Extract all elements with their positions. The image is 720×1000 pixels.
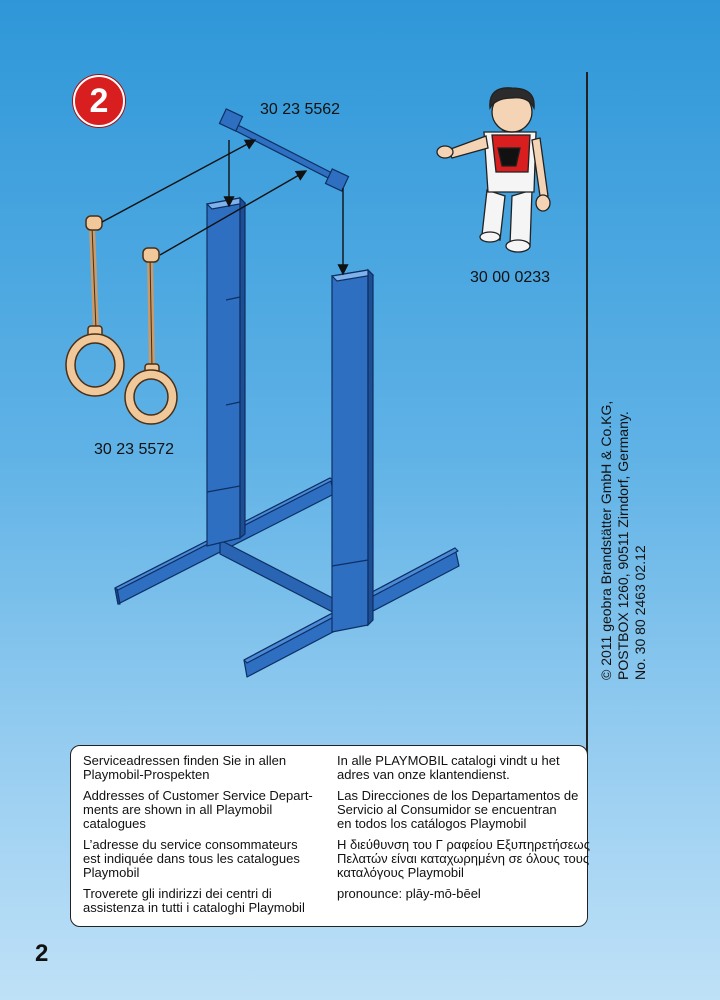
service-paragraph bbox=[83, 754, 338, 782]
right-post bbox=[332, 270, 373, 632]
service-address-box bbox=[70, 745, 588, 927]
service-line: ments are shown in all Playmobil bbox=[83, 802, 273, 817]
imprint-line-3: No. 30 80 2463 02.12 bbox=[632, 545, 648, 680]
service-paragraph bbox=[337, 754, 587, 782]
stand-base bbox=[115, 478, 459, 677]
imprint-line-2: POSTBOX 1260, 90511 Zirndorf, Germany. bbox=[615, 411, 631, 680]
service-line: Πελατών είναι καταχωρημένη σε όλους τους bbox=[337, 851, 590, 866]
service-line: L’adresse du service consommateurs bbox=[83, 837, 298, 852]
service-paragraph bbox=[337, 789, 587, 831]
service-line: Playmobil bbox=[83, 865, 140, 880]
service-line: Playmobil-Prospekten bbox=[83, 767, 210, 782]
service-paragraph bbox=[83, 838, 338, 880]
imprint-text bbox=[598, 401, 649, 680]
part-number-figure: 30 00 0233 bbox=[470, 269, 551, 286]
service-paragraph bbox=[337, 837, 590, 880]
part-number-bar: 30 23 5562 bbox=[260, 101, 341, 118]
service-line: Las Direcciones de los Departamentos de bbox=[337, 788, 579, 803]
service-column-right bbox=[337, 753, 590, 908]
service-line: In alle PLAYMOBIL catalogi vindt u het bbox=[337, 753, 560, 768]
step-number-badge: 2 bbox=[73, 75, 125, 127]
left-post bbox=[207, 198, 245, 546]
ring-right bbox=[125, 248, 177, 424]
service-line: pronounce: plāy-mō-bēel bbox=[337, 886, 481, 901]
service-line: καταλόγους Playmobil bbox=[337, 865, 464, 880]
service-line: Addresses of Customer Service Depart- bbox=[83, 788, 313, 803]
service-line: Servicio al Consumidor se encuentran bbox=[337, 802, 557, 817]
service-paragraph bbox=[83, 887, 338, 915]
gymnast-figure bbox=[437, 88, 550, 252]
service-line: Troverete gli indirizzi dei centri di bbox=[83, 886, 272, 901]
imprint-line-1: © 2011 geobra Brandstätter GmbH & Co.KG, bbox=[598, 400, 614, 680]
service-line: en todos los catálogos Playmobil bbox=[337, 816, 527, 831]
part-number-rings: 30 23 5572 bbox=[94, 441, 175, 458]
service-paragraph bbox=[83, 789, 338, 831]
service-line: assistenza in tutti i cataloghi Playmobil bbox=[83, 900, 305, 915]
service-column-left bbox=[83, 754, 338, 922]
ring-left bbox=[66, 216, 124, 396]
service-line: adres van onze klantendienst. bbox=[337, 767, 510, 782]
service-line: Η διεύθυνση του Γ ραφείου Εξυπηρετήσεως bbox=[337, 837, 590, 852]
service-line: catalogues bbox=[83, 816, 146, 831]
page-number: 2 bbox=[35, 940, 49, 967]
service-line: est indiquée dans tous les catalogues bbox=[83, 851, 300, 866]
top-bar bbox=[219, 109, 348, 191]
service-paragraph bbox=[337, 887, 587, 901]
service-line: Serviceadressen finden Sie in allen bbox=[83, 753, 287, 768]
